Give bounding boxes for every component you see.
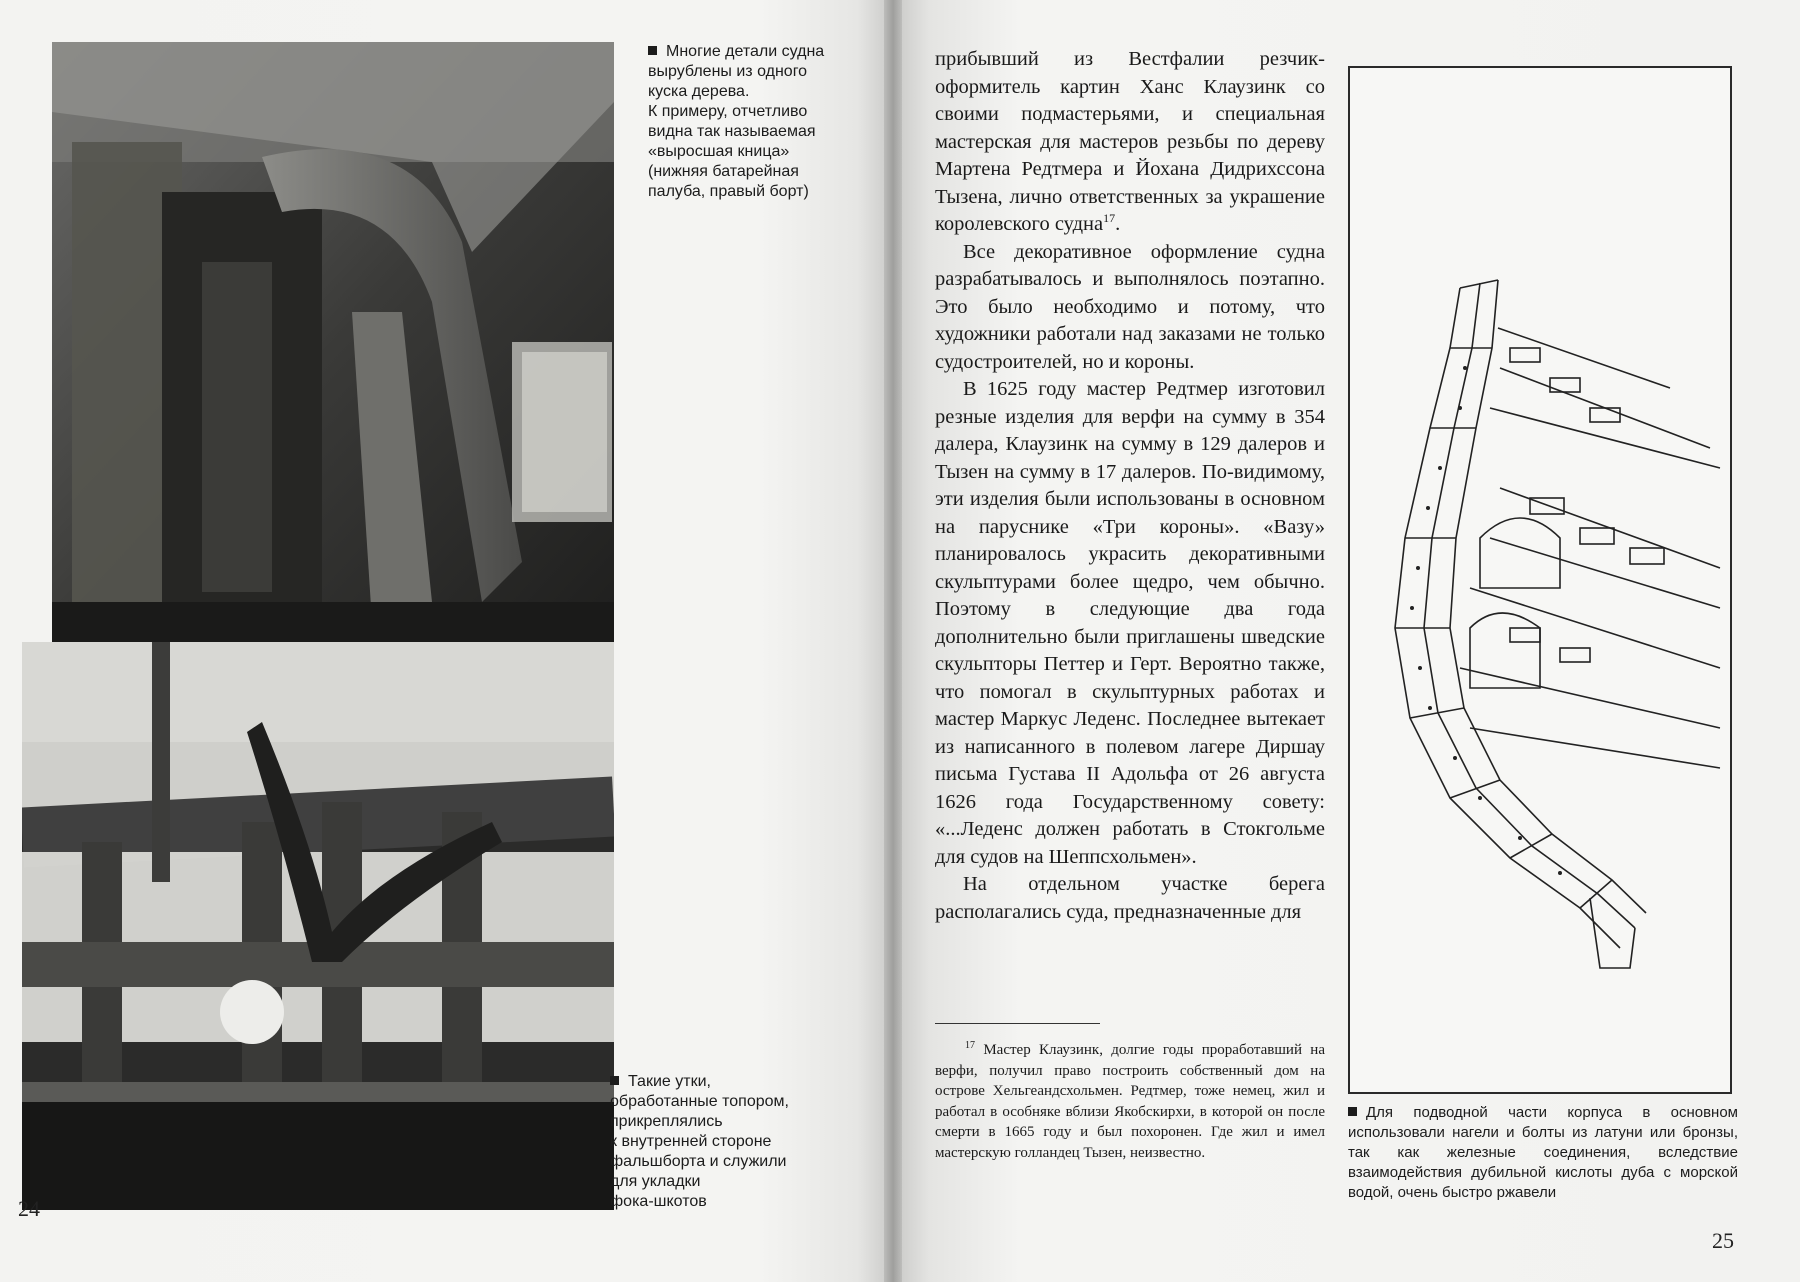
caption-bulwark-cleats: Такие утки, обработанные топором, прикреплялись к внутренней стороне фальшборта и служили для укладки фока-шкотов bbox=[610, 1073, 789, 1210]
photo-bulwark-cleats bbox=[22, 642, 614, 1210]
main-text bbox=[935, 46, 1325, 926]
footnote-divider bbox=[935, 1023, 1100, 1024]
footnote: $^{17}$ Мастер Клаузинк, долгие годы проработавший на верфи, получил право построить собственный дом на острове Хельгеандсхольмен. Редтмер, тоже немец, жил и работал в особняке вблизи Якобскирхи, в которой он после смерти в 1665 году и был похоронен. Где жил и имел мастерскую голландец Тызен, неизвестно. bbox=[935, 1040, 1325, 1161]
photo-carved-knee bbox=[52, 42, 614, 652]
bullet-icon bbox=[648, 46, 657, 55]
page-number-left: 24 bbox=[18, 1196, 40, 1221]
paragraph: прибывший из Вестфалии резчик-оформитель картин Ханс Клаузинк со своими подмастерьями, и специальная мастерская для мастеров резьбы по дереву Мартена Редтмера и Йохана Дидрихссона Тызена, лично ответственных за украшение королевского судна$^{17}$. bbox=[935, 48, 1325, 235]
page-number-right: 25 bbox=[1712, 1228, 1734, 1253]
paragraph: На отдельном участке берега располагались суда, предназначенные для bbox=[935, 873, 1325, 923]
paragraph: В 1625 году мастер Редтмер изготовил резные изделия для верфи на сумму в 354 далера, Клаузинк на сумму в 129 далеров и Тызен на сумму в 17 далеров. По-видимому, эти изделия были использованы в основном на паруснике «Три короны». «Вазу» планировалось украсить декоративными скульптурами более щедро, чем обычно. Поэтому в следующие два года дополнительно были приглашены шведские скульпторы Петтер и Герт. Вероятно также, что помогал в скульптурных работах и мастер Маркус Леденс. Последнее вытекает из написанного в полевом лагере Диршау письма Густава II Адольфа от 26 августа 1626 года Государственному совету: «...Леденс должен работать в Стокгольме для судов на Шеппсхольмен». bbox=[935, 378, 1325, 868]
book-gutter bbox=[884, 0, 902, 1282]
bullet-icon bbox=[1348, 1107, 1357, 1116]
bullet-icon bbox=[610, 1076, 619, 1085]
footnote-ref: 17 bbox=[1103, 211, 1116, 226]
footnote-number: 17 bbox=[965, 1040, 975, 1051]
paragraph: Все декоративное оформление судна разрабатывалось и выполнялось поэтапно. Это было необходимо и потому, что художники работали над заказами не только судостроителей, но и короны. bbox=[935, 240, 1325, 373]
caption-carved-knee: Многие детали судна вырублены из одного куска дерева. К примеру, отчетливо видна так называемая «выросшая кница» (нижняя батарейная палуба, правый борт) bbox=[648, 43, 825, 200]
hull-section-drawing bbox=[1348, 66, 1732, 1094]
caption-hull-drawing: Для подводной части корпуса в основном использовали нагели и болты из латуни или бронзы, так как железные соединения, вследствие взаимодействия дубильной кислоты дуба с морской водой, очень быстро ржавели bbox=[1348, 1104, 1738, 1201]
